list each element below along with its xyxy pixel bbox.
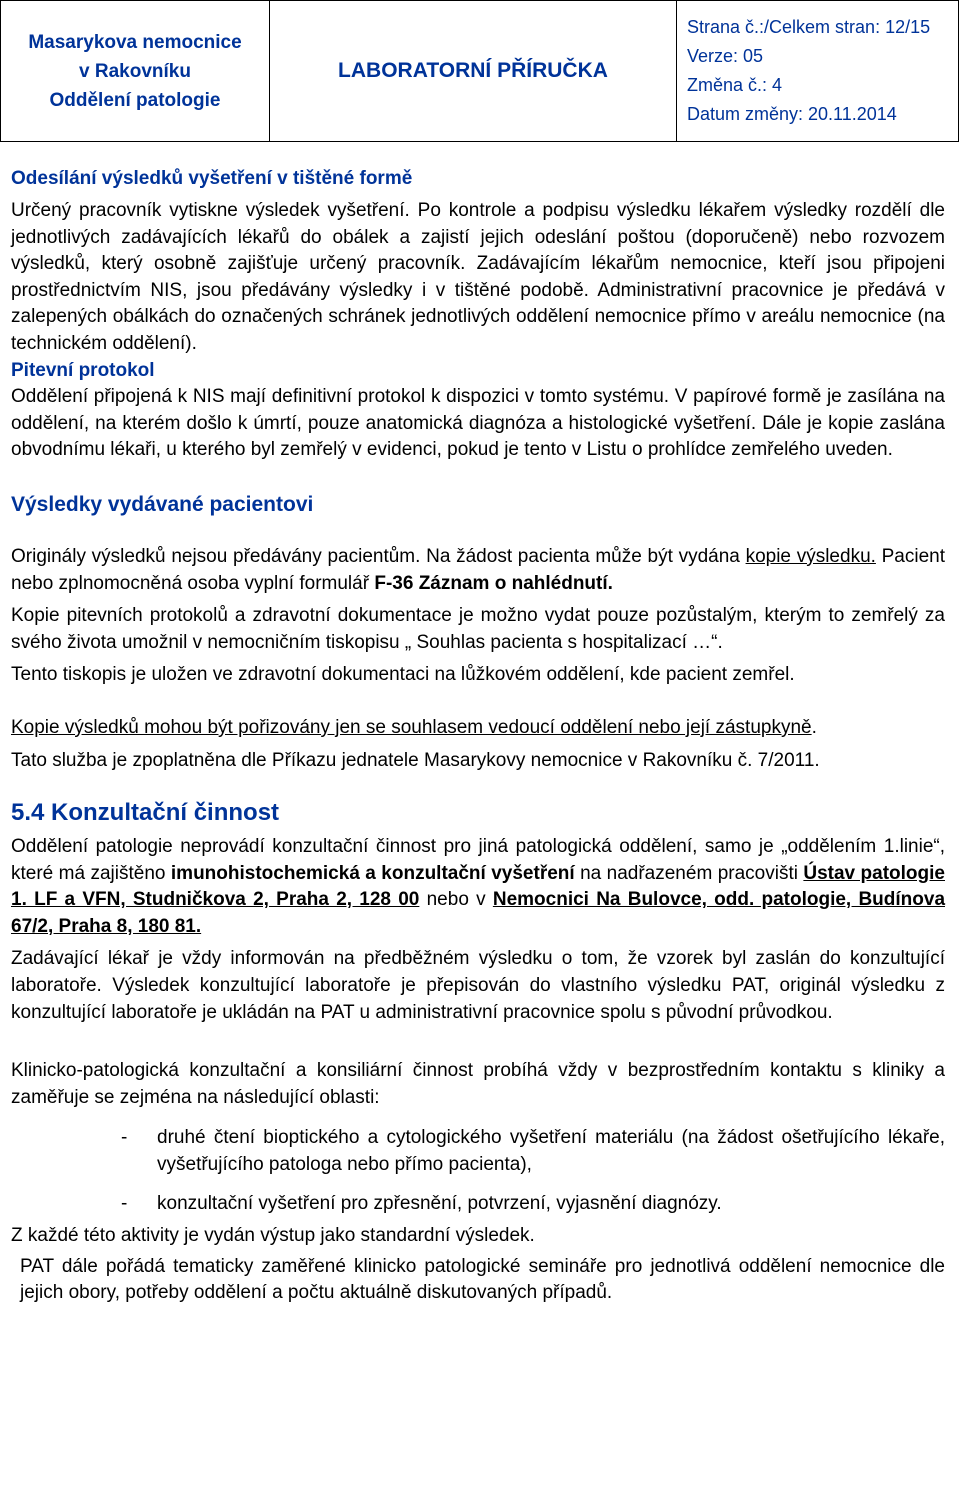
- text-run: na nadřazeném pracovišti: [574, 862, 804, 884]
- text-run: Originály výsledků nejsou předávány pacientům. Na žádost pacienta může být vydána: [11, 545, 746, 567]
- text-run: nebo v: [419, 889, 493, 911]
- version: Verze: 05: [687, 46, 764, 66]
- hospital-address: Nemocnici Na Bulovce, odd. patologie, Budínova 67/2, Praha 8, 180 81.: [11, 889, 946, 937]
- paragraph: Tato služba je zpoplatněna dle Příkazu jednatele Masarykovy nemocnice v Rakovníku č. 7/2011.: [11, 749, 820, 771]
- org-location: v Rakovníku: [79, 60, 191, 82]
- paragraph: [11, 834, 945, 940]
- list-item: [121, 1191, 945, 1218]
- list-item-text: druhé čtení bioptického a cytologického vyšetření materiálu (na žádost ošetřujícího lékaře, vyšetřujícího patologa nebo přímo pacienta),: [157, 1127, 945, 1176]
- institute-address: Ústav patologie 1. LF a VFN, Studničkova 2, Praha 2, 128 00: [11, 862, 945, 911]
- paragraph: Kopie pitevních protokolů a zdravotní dokumentace je možno vydat pouze pozůstalým, kterým to zemřelý za svého života umožnil v nemocničním tiskopisu „ Souhlas pacienta s hospitalizací …“.: [11, 605, 945, 653]
- paragraph: Oddělení připojená k NIS mají definitivní protokol k dispozici v tomto systému. V papírové formě je zasílána na oddělení, na kterém došlo k úmrtí, pouze anatomická diagnóza a histologické vyšetření. Dále je kopie zaslána obvodnímu lékaři, u kterého byl zemřelý v evidenci, pokud je tento v Listu o prohlídce zemřelého uveden.: [11, 386, 945, 461]
- paragraph: [11, 544, 945, 597]
- list-item-text: konzultační vyšetření pro zpřesnění, potvrzení, vyjasnění diagnózy.: [157, 1192, 722, 1214]
- bold-text: imunohistochemická a konzultační vyšetření: [170, 862, 575, 884]
- section-heading-patient: Výsledky vydávané pacientovi: [11, 492, 314, 516]
- page-header: [0, 0, 959, 142]
- change-date: Datum změny: 20.11.2014: [687, 104, 897, 124]
- paragraph: Klinicko-patologická konzultační a konsiliární činnost probíhá vždy v bezprostředním kontaktu s kliniky a zaměřuje se zejména na následující oblasti:: [11, 1060, 945, 1108]
- paragraph: [11, 715, 945, 742]
- document-meta-cell: [677, 1, 959, 142]
- dash-bullet: -: [121, 1192, 128, 1214]
- page-counter: Strana č.:/Celkem stran: 12/15: [687, 17, 931, 37]
- list-item: [121, 1125, 945, 1178]
- organization-cell: [1, 1, 270, 142]
- dash-bullet: -: [121, 1127, 128, 1149]
- paragraph: Tento tiskopis je uložen ve zdravotní dokumentaci na lůžkovém oddělení, kde pacient zemřel.: [11, 664, 795, 686]
- paragraph: Určený pracovník vytiskne výsledek vyšetření. Po kontrole a podpisu výsledku lékařem výsledky rozdělí dle jednotlivých zadávajících lékařů do obálek a zajistí jejich odeslání poštou (doporučeně) nebo rozvozem výsledků, který osobně zajišťuje určený pracovník. Zadávajícím lékařům nemocnice, kteří jsou připojeni prostřednictvím NIS, jsou předávány výsledky i v tištěné podobě. Administrativní pracovnice je předává v zalepených obálkách do označených schránek jednotlivých oddělení nemocnice přímo v areálu nemocnice (na technickém oddělení).: [11, 200, 945, 354]
- subheading-autopsy-protocol: Pitevní protokol: [11, 359, 155, 381]
- form-reference: F-36 Záznam o nahlédnutí.: [374, 572, 613, 594]
- section-heading-print: Odesílání výsledků vyšetření v tištěné formě: [11, 168, 413, 189]
- document-body: [11, 160, 945, 1307]
- paragraph: Zadávající lékař je vždy informován na předběžném výsledku o tom, že vzorek byl zaslán do konzultující laboratoře. Výsledek konzultující laboratoře je přepisován do vlastního výsledku PAT, originál výsledku z konzultující laboratoře je ukládán na PAT u administrativní pracovnice spolu s původní průvodkou.: [11, 948, 945, 1023]
- underlined-text: Kopie výsledků mohou být pořizovány jen se souhlasem vedoucí oddělení nebo její zástupkyně: [11, 716, 812, 738]
- org-department: Oddělení patologie: [49, 89, 221, 111]
- paragraph: Z každé této aktivity je vydán výstup jako standardní výsledek.: [11, 1225, 535, 1247]
- underlined-text: kopie výsledku.: [745, 545, 876, 567]
- change-number: Změna č.: 4: [687, 75, 783, 95]
- org-name: Masarykova nemocnice: [28, 31, 242, 53]
- text-run: Pacient nebo zplnomocněná osoba vyplní formulář: [11, 545, 946, 594]
- text-run: Oddělení patologie neprovádí konzultační činnost pro jiná patologická oddělení, samo je „oddělením 1.linie“, které má zajištěno: [11, 836, 945, 884]
- document-title: LABORATORNÍ PŘÍRUČKA: [270, 1, 677, 142]
- section-heading-consultation: 5.4 Konzultační činnost: [11, 799, 280, 827]
- text-run: .: [811, 716, 817, 738]
- paragraph: PAT dále pořádá tematicky zaměřené klinicko patologické semináře pro jednotlivá oddělení nemocnice dle jejich obory, potřeby oddělení a počtu aktuálně diskutovaných případů.: [20, 1255, 945, 1304]
